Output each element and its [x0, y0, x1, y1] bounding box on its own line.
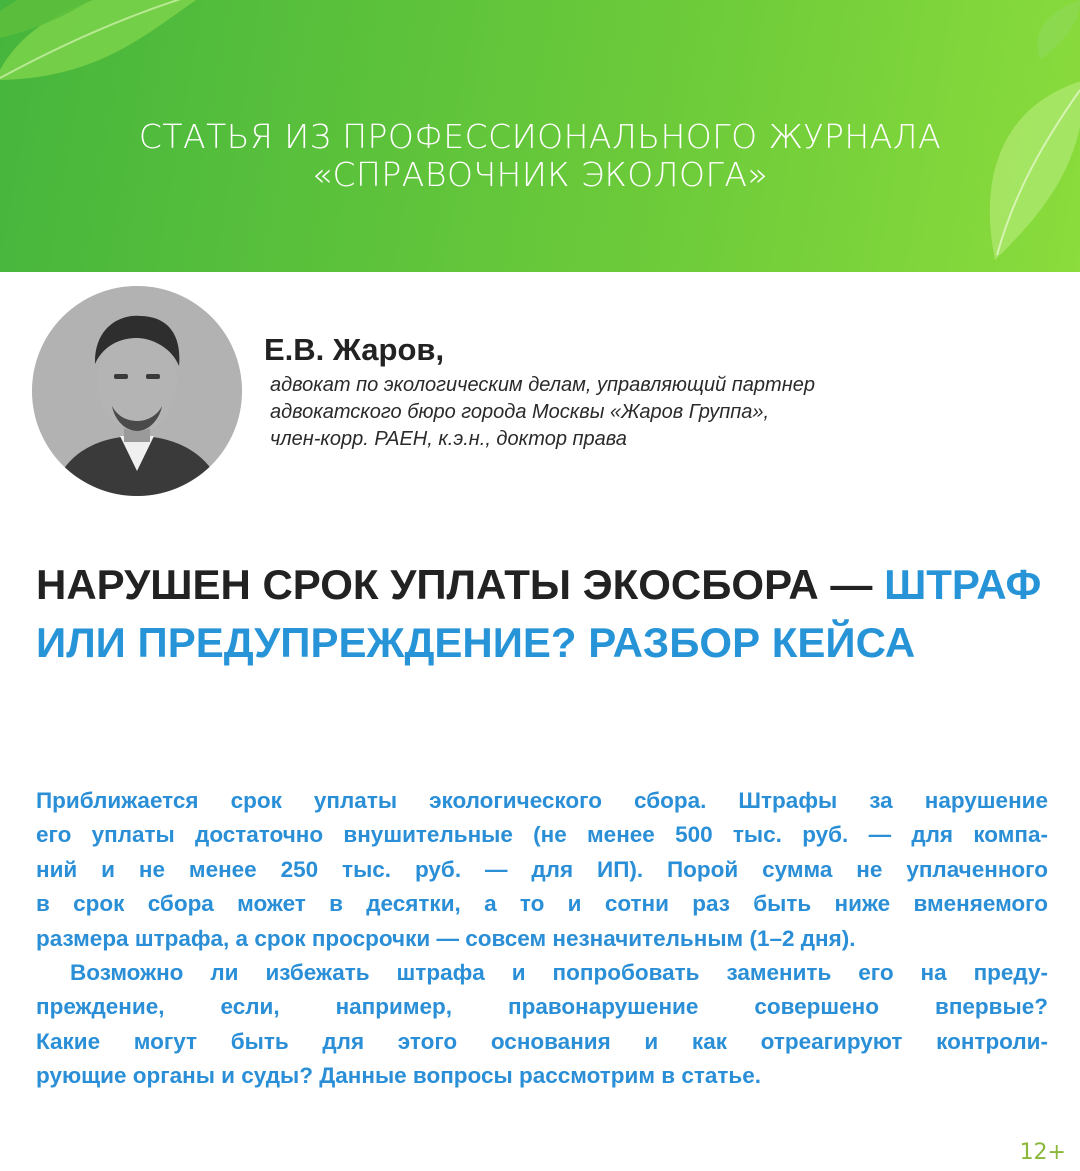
age-rating-badge: 12+ — [1019, 1140, 1066, 1165]
article-lead — [36, 784, 1048, 1094]
lead-line: размера штрафа, а срок просрочки — совсем незначительным (1–2 дня). — [36, 925, 856, 951]
author-portrait-icon — [32, 286, 242, 496]
lead-line: его уплаты достаточно внушительные (не менее 500 тыс. руб. — для компа- — [36, 822, 1048, 848]
lead-line: преждение, если, например, правонарушение совершено впервые? — [36, 994, 1048, 1020]
lead-line: Какие могут быть для этого основания и как отреагируют контроли- — [36, 1028, 1048, 1054]
lead-line: в срок сбора может в десятки, а то и сотни раз быть ниже вменяемого — [36, 891, 1048, 917]
author-bio-line: член-корр. РАЕН, к.э.н., доктор права — [270, 428, 627, 450]
headline-line1 — [36, 556, 1066, 614]
author-bio — [270, 372, 990, 453]
author-name: Е.В. Жаров, — [264, 332, 445, 367]
header-banner — [0, 0, 1080, 272]
headline-line2: ИЛИ ПРЕДУПРЕЖДЕНИЕ? РАЗБОР КЕЙСА — [36, 619, 916, 666]
headline-blue-text: ШТРАФ — [884, 561, 1042, 608]
banner-title — [0, 118, 1080, 194]
author-bio-line: адвокатского бюро города Москвы «Жаров Группа», — [270, 401, 770, 423]
headline-black-text: НАРУШЕН СРОК УПЛАТЫ ЭКОСБОРА — — [36, 561, 885, 608]
author-block — [32, 286, 1032, 496]
banner-title-line2: «СПРАВОЧНИК ЭКОЛОГА» — [311, 155, 769, 194]
article-headline — [36, 556, 1066, 672]
lead-line: Приближается срок уплаты экологического сбора. Штрафы за нарушение — [36, 788, 1048, 813]
lead-line: рующие органы и суды? Данные вопросы рассмотрим в статье. — [36, 1063, 762, 1089]
author-photo — [32, 286, 242, 496]
lead-line: ний и не менее 250 тыс. руб. — для ИП). Порой сумма не уплаченного — [36, 856, 1048, 882]
author-bio-line: адвокат по экологическим делам, управляющий партнер — [270, 374, 815, 396]
leaf-icon — [0, 0, 220, 120]
leaf-icon — [1000, 0, 1080, 60]
lead-line: Возможно ли избежать штрафа и попробовать заменить его на преду- — [70, 960, 1048, 986]
banner-title-line1: СТАТЬЯ ИЗ ПРОФЕССИОНАЛЬНОГО ЖУРНАЛА — [138, 117, 942, 156]
